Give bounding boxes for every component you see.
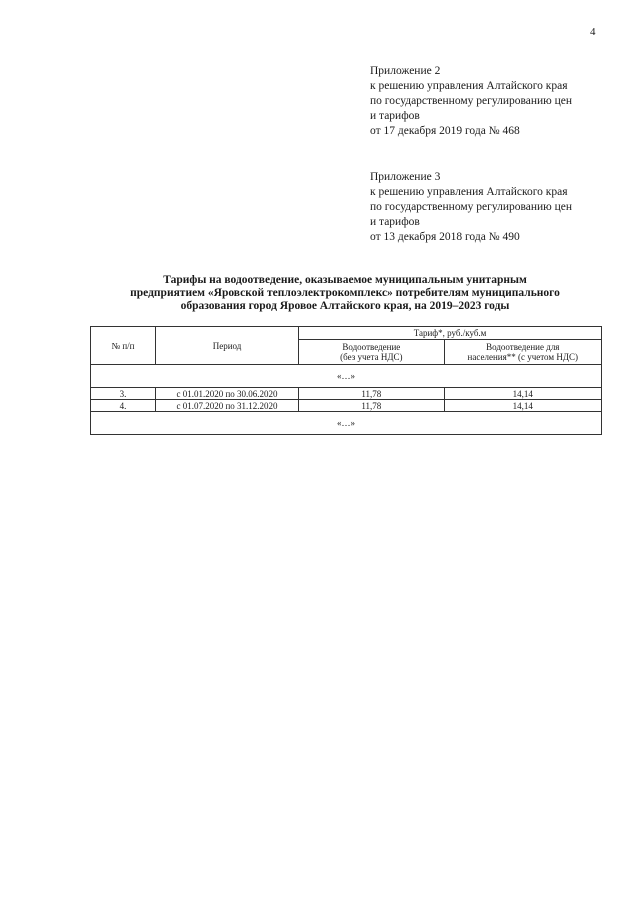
- table-row: [91, 388, 602, 400]
- cell-num: 3.: [91, 388, 156, 400]
- appendix-2-line: и тарифов: [370, 110, 420, 122]
- cell-wastewater: 11,78: [299, 388, 444, 400]
- ellipsis-row-top: «…»: [91, 365, 602, 388]
- appendix-3-line: от 13 декабря 2018 года № 490: [370, 231, 520, 243]
- table-row: [91, 400, 602, 412]
- header-wastewater-line2: (без учета НДС): [340, 352, 403, 362]
- header-population-line2: населения** (с учетом НДС): [467, 352, 578, 362]
- appendix-2-line: к решению управления Алтайского края: [370, 80, 568, 92]
- tariff-table: [90, 326, 602, 435]
- ellipsis-row-bottom: «…»: [91, 412, 602, 435]
- appendix-2-block: [370, 64, 620, 139]
- header-wastewater: [299, 340, 444, 365]
- cell-period: с 01.01.2020 по 30.06.2020: [155, 388, 298, 400]
- appendix-3-line: по государственному регулированию цен: [370, 201, 573, 213]
- header-population-line1: Водоотведение для: [486, 342, 560, 352]
- title-line: Тарифы на водоотведение, оказываемое муниципальным унитарным: [163, 274, 527, 286]
- appendix-3-block: [370, 170, 620, 245]
- cell-wastewater: 11,78: [299, 400, 444, 412]
- cell-num: 4.: [91, 400, 156, 412]
- title-line: предприятием «Яровской теплоэлектрокомплекс» потребителям муниципального: [130, 287, 560, 299]
- page-number: 4: [590, 26, 596, 38]
- title-line: образования город Яровое Алтайского края, на 2019–2023 годы: [180, 300, 510, 312]
- cell-wastewater-population: 14,14: [444, 388, 601, 400]
- header-num: № п/п: [91, 327, 156, 365]
- header-wastewater-population: [444, 340, 601, 365]
- appendix-2-line: по государственному регулированию цен: [370, 95, 573, 107]
- appendix-3-line: Приложение 3: [370, 171, 441, 183]
- cell-wastewater-population: 14,14: [444, 400, 601, 412]
- appendix-2-line: Приложение 2: [370, 65, 441, 77]
- document-title: [90, 274, 600, 313]
- appendix-3-line: к решению управления Алтайского края: [370, 186, 568, 198]
- header-tariff: Тариф*, руб./куб.м: [299, 327, 602, 340]
- appendix-2-line: от 17 декабря 2019 года № 468: [370, 125, 520, 137]
- header-period: Период: [155, 327, 298, 365]
- header-wastewater-line1: Водоотведение: [342, 342, 401, 352]
- cell-period: с 01.07.2020 по 31.12.2020: [155, 400, 298, 412]
- appendix-3-line: и тарифов: [370, 216, 420, 228]
